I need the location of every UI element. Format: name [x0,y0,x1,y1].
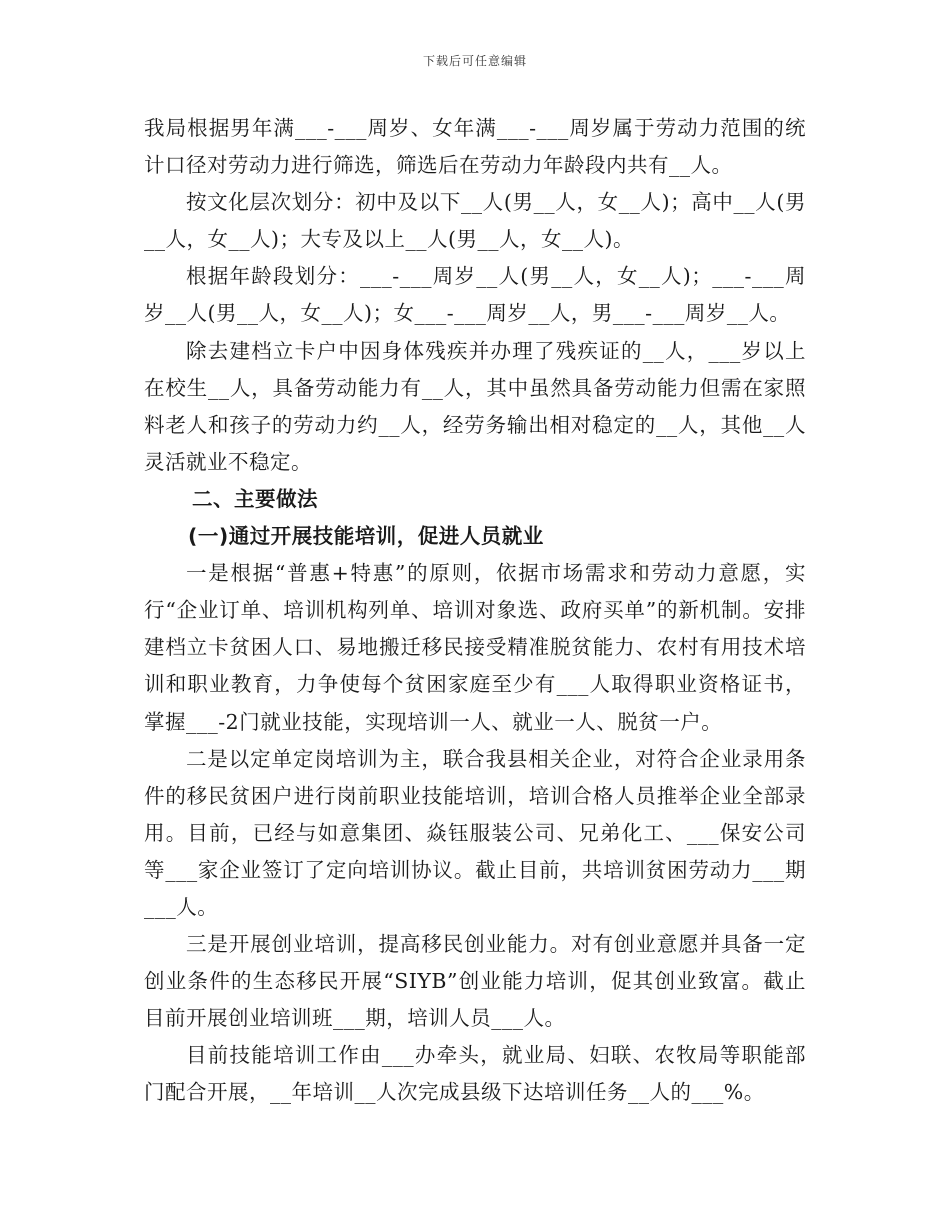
paragraph-labor-statistics: 我局根据男年满___-___周岁、女年满___-___周岁属于劳动力范围的统计口径对劳动力进行筛选，筛选后在劳动力年龄段内共有__人。 [144,116,806,178]
subsection-heading-skills-training: (一)通过开展技能培训，促进人员就业 [188,524,544,549]
section-heading-main-practices: 二、主要做法 [192,486,318,511]
paragraph-point-one: 一是根据“普惠+特惠”的原则，依据市场需求和劳动力意愿，实行“企业订单、培训机构列单、培训对象选、政府买单”的新机制。安排建档立卡贫困人口、易地搬迁移民接受精准脱贫能力、农村有用技术培训和职业教育，力争使每个贫困家庭至少有___人取得职业资格证书，掌握___-2门就业技能，实现培训一人、就业一人、脱贫一户。 [144,561,806,734]
paragraph-labor-capacity: 除去建档立卡户中因身体残疾并办理了残疾证的__人，___岁以上在校生__人，具备劳动能力有__人，其中虽然具备劳动能力但需在家照料老人和孩子的劳动力约__人，经劳务输出相对稳定的__人，其他__人灵活就业不稳定。 [144,338,806,474]
page-header: 下载后可任意编辑 [422,54,527,68]
paragraph-point-two: 二是以定单定岗培训为主，联合我县相关企业，对符合企业录用条件的移民贫困户进行岗前职业技能培训，培训合格人员推举企业全部录用。目前，已经与如意集团、焱钰服装公司、兄弟化工、___保安公司等___家企业签订了定向培训协议。截止目前，共培训贫困劳动力___期___人。 [144,746,806,919]
document-body [144,110,806,1112]
paragraph-age-breakdown: 根据年龄段划分：___-___周岁__人(男__人，女__人)；___-___周岁__人(男__人，女__人)；女___-___周岁__人，男___-___周岁__人。 [144,264,806,326]
paragraph-point-three: 三是开展创业培训，提高移民创业能力。对有创业意愿并具备一定创业条件的生态移民开展“SIYB”创业能力培训，促其创业致富。截止目前开展创业培训班___期，培训人员___人。 [144,932,806,1031]
paragraph-current-status: 目前技能培训工作由___办牵头，就业局、妇联、农牧局等职能部门配合开展，__年培训__人次完成县级下达培训任务__人的___%。 [144,1043,806,1105]
paragraph-education-breakdown: 按文化层次划分：初中及以下__人(男__人，女__人)；高中__人(男__人，女__人)；大专及以上__人(男__人，女__人)。 [144,190,806,252]
